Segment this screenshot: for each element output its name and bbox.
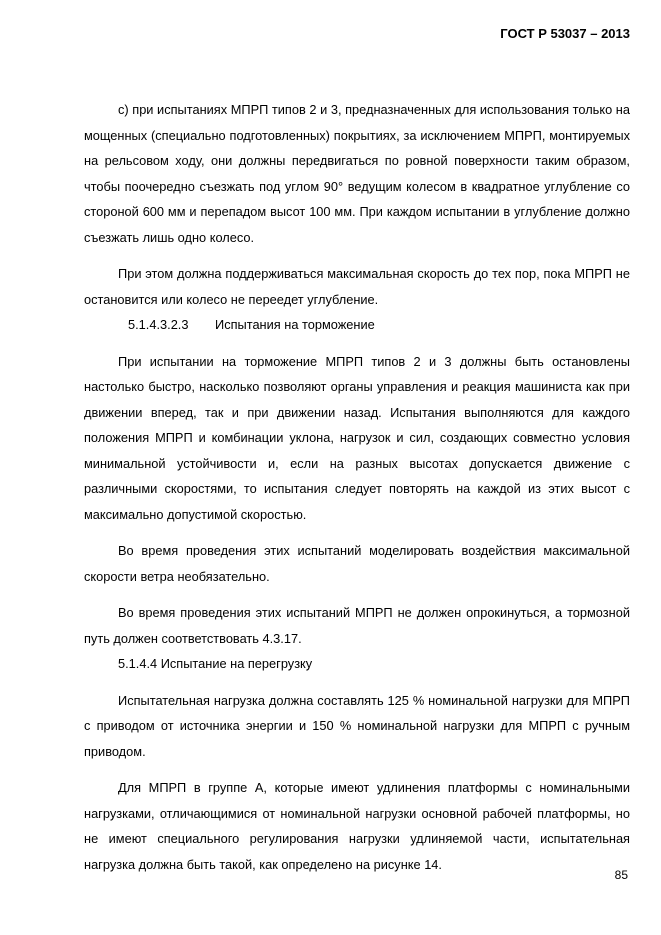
page-number: 85 [614,868,628,882]
paragraph: Испытательная нагрузка должна составлять 125 % номинальной нагрузки для МПРП с приводом от источника энергии и 150 % номинальной нагрузки для МПРП с ручным приводом. [84,692,630,759]
paragraph: При этом должна поддерживаться максимальная скорость до тех пор, пока МПРП не остановится или колесо не переедет углубление. [84,266,630,307]
page-body [84,97,630,877]
document-header: ГОСТ Р 53037 – 2013 [500,26,630,41]
paragraph: Во время проведения этих испытаний моделировать воздействия максимальной скорости ветра необязательно. [84,543,630,584]
section-heading [84,312,630,338]
section-title: Испытания на торможение [215,317,375,332]
paragraph: При испытании на торможение МПРП типов 2 и 3 должны быть остановлены настолько быстро, насколько позволяют органы управления и реакция машиниста как при движении вперед, так и при движении назад. Испытания выполняются для каждого положения МПРП и комбинации уклона, нагрузок и сил, создающих совместно условия минимальной устойчивости и, если на разных высотах допускается движение с различными скоростями, то испытания следует повторять на каждой из этих высот с максимально допустимой скоростью. [84,353,630,522]
paragraph: Во время проведения этих испытаний МПРП не должен опрокинуться, а тормозной путь должен соответствовать 4.3.17. [84,605,630,646]
paragraph: с) при испытаниях МПРП типов 2 и 3, предназначенных для использования только на мощенных (специально подготовленных) покрытиях, за исключением МПРП, монтируемых на рельсовом ходу, они должны передвигаться по ровной поверхности таким образом, чтобы поочередно съезжать под углом 90° ведущим колесом в квадратное углубление со стороной 600 мм и перепадом высот 100 мм. При каждом испытании в углубление должно съезжать лишь одно колесо. [84,102,630,245]
paragraph: Для МПРП в группе А, которые имеют удлинения платформы с номинальными нагрузками, отличающимися от номинальной нагрузки основной рабочей платформы, но не имеют специального регулирования нагрузки удлиняемой части, испытательная нагрузка должна быть такой, как определено на рисунке 14. [84,780,630,872]
section-heading: 5.1.4.4 Испытание на перегрузку [118,656,313,671]
section-number: 5.1.4.3.2.3 [128,317,189,332]
